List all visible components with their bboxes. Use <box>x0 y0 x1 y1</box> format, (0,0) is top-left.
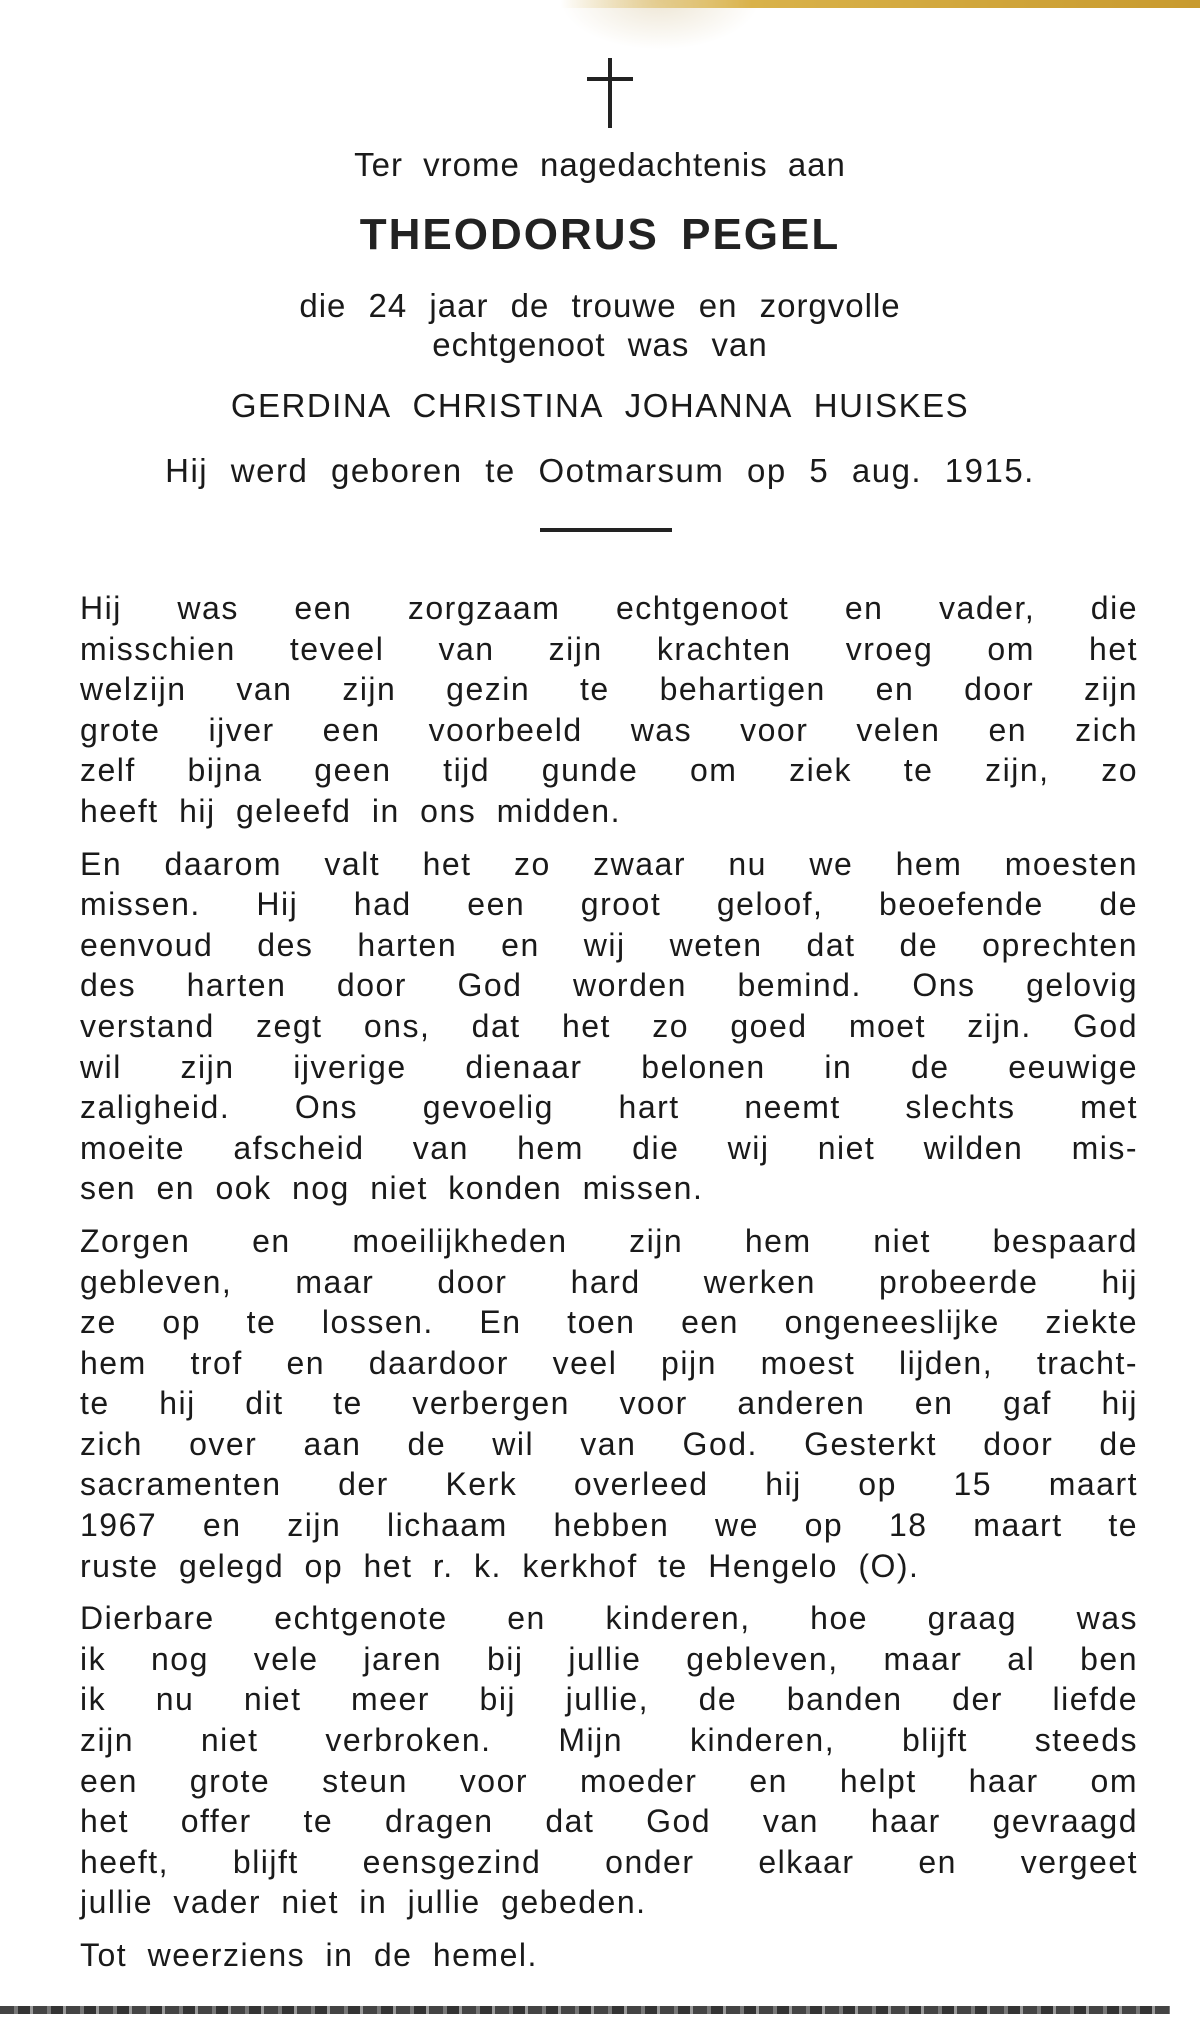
text-line: ruste gelegd op het r. k. kerkhof te Hengelo (O). <box>80 1547 920 1584</box>
text-line: 1967 en zijn lichaam hebben we op 18 maart te <box>80 1507 1138 1544</box>
text-line: verstand zegt ons, dat het zo goed moet zijn. God <box>80 1007 1138 1044</box>
closing-line: Tot weerziens in de hemel. <box>80 1937 538 1973</box>
marriage-line-2: echtgenoot was van <box>432 326 768 363</box>
text-line: sacramenten der Kerk overleed hij op 15 maart <box>80 1466 1138 1503</box>
text-line: ik nog vele jaren bij jullie gebleven, maar al ben <box>80 1640 1138 1677</box>
text-line: te hij dit te verbergen voor anderen en gaf hij <box>80 1385 1138 1422</box>
text-line: moeite afscheid van hem die wij niet wilden mis- <box>80 1129 1138 1166</box>
text-line: eenvoud des harten en wij weten dat de oprechten <box>80 926 1138 963</box>
paragraph <box>80 1221 1138 1586</box>
divider <box>540 528 672 532</box>
text-line: ik nu niet meer bij jullie, de banden der liefde <box>80 1681 1138 1718</box>
text-line: sen en ook nog niet konden missen. <box>80 1170 704 1207</box>
birth-line: Hij werd geboren te Ootmarsum op 5 aug. 1915. <box>165 452 1035 489</box>
text-line: zelf bijna geen tijd gunde om ziek te zijn, zo <box>80 752 1138 789</box>
text-line: wil zijn ijverige dienaar belonen in de eeuwige <box>80 1048 1138 1085</box>
cross-icon <box>587 58 633 128</box>
text-line: heeft hij geleefd in ons midden. <box>80 792 621 829</box>
text-line: heeft, blijft eensgezind onder elkaar en vergeet <box>80 1843 1138 1880</box>
paragraph <box>80 588 1138 832</box>
text-line: jullie vader niet in jullie gebeden. <box>80 1884 647 1921</box>
torn-bottom-edge <box>0 2006 1170 2014</box>
text-line: ze op te lossen. En toen een ongeneeslijke ziekte <box>80 1304 1138 1341</box>
text-line: welzijn van zijn gezin te behartigen en door zijn <box>80 671 1138 708</box>
text-line: misschien teveel van zijn krachten vroeg om het <box>80 630 1138 667</box>
text-line: Zorgen en moeilijkheden zijn hem niet bespaard <box>80 1222 1138 1259</box>
text-line: grote ijver een voorbeeld was voor velen en zich <box>80 711 1138 748</box>
text-line: missen. Hij had een groot geloof, beoefende de <box>80 886 1138 923</box>
text-line: gebleven, maar door hard werken probeerde hij <box>80 1263 1138 1300</box>
memorial-text <box>80 588 1138 1976</box>
text-line: een grote steun voor moeder en helpt haar om <box>80 1762 1138 1799</box>
card-top-edge <box>560 0 1200 8</box>
text-line: zich over aan de wil van God. Gesterkt door de <box>80 1425 1138 1462</box>
text-line: hem trof en daardoor veel pijn moest lijden, tracht- <box>80 1344 1138 1381</box>
text-line: het offer te dragen dat God van haar gevraagd <box>80 1803 1138 1840</box>
deceased-name: THEODORUS PEGEL <box>359 210 841 259</box>
text-line: zaligheid. Ons gevoelig hart neemt slechts met <box>80 1089 1138 1126</box>
intro-text: Ter vrome nagedachtenis aan <box>354 146 846 183</box>
text-line: En daarom valt het zo zwaar nu we hem moesten <box>80 845 1138 882</box>
text-line: zijn niet verbroken. Mijn kinderen, blijft steeds <box>80 1722 1138 1759</box>
spouse-name: GERDINA CHRISTINA JOHANNA HUISKES <box>230 387 970 424</box>
marriage-line-1: die 24 jaar de trouwe en zorgvolle <box>299 287 901 324</box>
paragraph <box>80 1598 1138 1923</box>
text-line: des harten door God worden bemind. Ons gelovig <box>80 967 1138 1004</box>
text-line: Hij was een zorgzaam echtgenoot en vader, die <box>80 590 1138 626</box>
text-line: Dierbare echtgenote en kinderen, hoe graag was <box>80 1600 1138 1637</box>
paragraph <box>80 844 1138 1209</box>
